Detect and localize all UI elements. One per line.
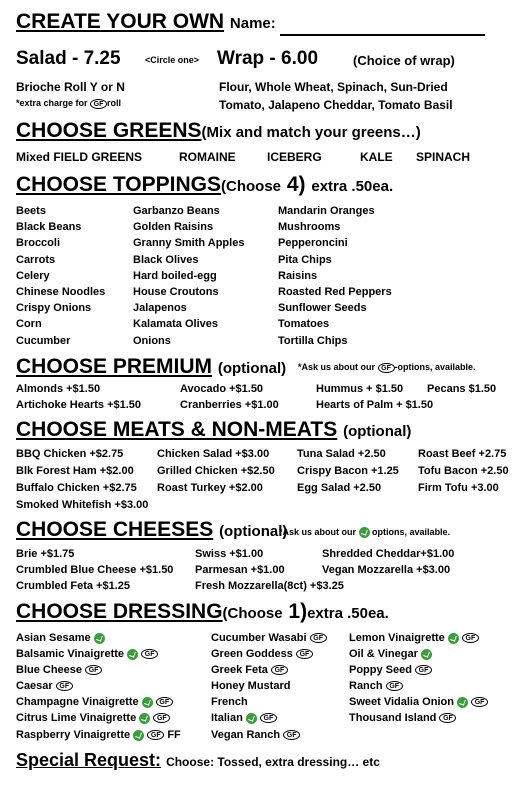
wrap-options-line2: Tomato, Jalapeno Cheddar, Tomato Basil: [219, 98, 453, 112]
topping-item[interactable]: Tortilla Chips: [278, 334, 348, 347]
vegan-icon: [94, 633, 105, 644]
dressing-item[interactable]: [211, 632, 327, 645]
topping-item[interactable]: Corn: [16, 318, 42, 331]
cheeses-vegan-note: [279, 527, 450, 538]
gf-icon: GF: [147, 730, 164, 740]
dressing-label: Vegan Ranch: [211, 729, 281, 741]
toppings-column-3: [278, 205, 392, 351]
toppings-choose: (Choose: [221, 178, 281, 195]
topping-item[interactable]: Granny Smith Apples: [133, 237, 245, 250]
premium-item[interactable]: Avocado +$1.50: [180, 383, 264, 395]
dressing-label: Sweet Vidalia Onion: [349, 696, 454, 708]
dressing-item[interactable]: [349, 664, 432, 677]
gf-icon: GF: [283, 730, 300, 740]
ff-label: FF: [167, 729, 181, 741]
dressing-item[interactable]: [211, 648, 313, 661]
topping-item[interactable]: Mandarin Oranges: [278, 205, 375, 217]
meat-item[interactable]: Blk Forest Ham +$2.00: [16, 465, 134, 477]
dressing-extra: extra .50ea.: [307, 605, 389, 622]
meats-optional: (optional): [343, 423, 412, 440]
gf-icon: GF: [471, 697, 488, 707]
cheese-item[interactable]: Shredded Cheddar+$1.00: [322, 548, 455, 560]
topping-item[interactable]: Onions: [133, 334, 171, 347]
cheese-item[interactable]: Brie +$1.75: [16, 548, 75, 560]
topping-item[interactable]: Raisins: [278, 269, 318, 282]
vegan-icon: [457, 697, 468, 708]
premium-heading: CHOOSE PREMIUM: [16, 355, 213, 378]
dressing-count: 1): [288, 600, 308, 623]
greens-item[interactable]: SPINACH: [416, 150, 471, 164]
topping-item[interactable]: Tomatoes: [278, 318, 330, 331]
dressing-item[interactable]: [16, 712, 170, 725]
circle-one: <Circle one>: [145, 55, 200, 65]
dressing-label: Citrus Lime Vinaigrette: [16, 712, 137, 724]
cheese-item[interactable]: Vegan Mozzarella +$3.00: [322, 564, 451, 576]
cheese-item[interactable]: Parmesan +$1.00: [195, 564, 285, 576]
vegan-icon: [421, 649, 432, 660]
vegan-icon: [359, 527, 370, 538]
vegan-icon: [142, 697, 153, 708]
topping-item[interactable]: House Croutons: [133, 285, 219, 298]
topping-item[interactable]: Beets: [16, 205, 46, 217]
special-request: [16, 750, 380, 771]
gf-icon: GF: [378, 363, 395, 373]
dressing-item[interactable]: [16, 664, 102, 677]
special-note: Choose: Tossed, extra dressing… etc: [166, 755, 380, 769]
dressing-label: Asian Sesame: [16, 632, 91, 644]
dressing-label: Champagne Vinaigrette: [16, 696, 139, 708]
topping-item[interactable]: Celery: [16, 269, 50, 282]
cheese-item[interactable]: Crumbled Blue Cheese +$1.50: [16, 564, 174, 576]
greens-item[interactable]: ICEBERG: [267, 150, 322, 164]
topping-item[interactable]: Crispy Onions: [16, 302, 92, 315]
gf-icon: GF: [156, 697, 173, 707]
dressing-item[interactable]: [211, 664, 288, 677]
premium-optional: (optional): [217, 360, 287, 377]
meat-item[interactable]: Egg Salad +2.50: [297, 482, 382, 494]
dressing-label: French: [211, 696, 248, 708]
topping-item[interactable]: Golden Raisins: [133, 221, 214, 234]
dressing-item[interactable]: [16, 648, 158, 661]
dressing-label: Lemon Vinaigrette: [349, 632, 445, 644]
vegan-icon: [448, 633, 459, 644]
topping-item[interactable]: Kalamata Olives: [133, 318, 218, 331]
dressing-label: Honey Mustard: [211, 680, 291, 692]
vegan-icon: [127, 649, 138, 660]
gf-icon: GF: [153, 713, 170, 723]
meat-item[interactable]: Tuna Salad +2.50: [297, 448, 386, 460]
gf-icon: GF: [90, 99, 107, 109]
meat-item[interactable]: Roast Turkey +$2.00: [157, 482, 263, 494]
dressing-item[interactable]: [16, 696, 173, 709]
vegan-icon: [139, 713, 150, 724]
topping-item[interactable]: Broccoli: [16, 237, 61, 250]
gf-icon: GF: [462, 633, 479, 643]
dressing-label: Raspberry Vinaigrette: [16, 729, 131, 741]
topping-item[interactable]: Roasted Red Peppers: [278, 285, 392, 298]
topping-item[interactable]: Pepperoncini: [278, 237, 348, 250]
greens-item[interactable]: ROMAINE: [179, 150, 236, 164]
meat-item[interactable]: Tofu Bacon +2.50: [418, 465, 509, 477]
gf-icon: GF: [271, 665, 288, 675]
dressing-label: Italian: [211, 712, 243, 724]
dressing-choose: (Choose: [222, 605, 283, 622]
toppings-section-heading: [16, 173, 393, 199]
extra-charge-text: *extra charge for: [16, 98, 88, 108]
dressing-label: Cucumber Wasabi: [211, 632, 307, 644]
cheeses-optional: (optional): [219, 523, 288, 540]
toppings-heading: CHOOSE TOPPINGS: [16, 173, 221, 196]
dressing-section-heading: [16, 600, 389, 626]
dressing-item[interactable]: [211, 712, 277, 725]
meat-item[interactable]: Buffalo Chicken +$2.75: [16, 482, 137, 494]
name-label: Name:: [229, 15, 276, 32]
toppings-column-2: [133, 205, 244, 351]
dressing-item[interactable]: [16, 632, 105, 645]
cheeses-ask-tail: options, available.: [372, 527, 451, 537]
toppings-column-1: [16, 205, 105, 351]
meat-item[interactable]: Smoked Whitefish +$3.00: [16, 499, 149, 511]
cheese-item[interactable]: Crumbled Feta +$1.25: [16, 580, 131, 592]
meats-heading: CHOOSE MEATS & NON-MEATS: [16, 418, 338, 441]
premium-ask: *Ask us about our: [298, 362, 376, 372]
gf-icon: GF: [296, 649, 313, 659]
topping-item[interactable]: Cucumber: [16, 334, 71, 347]
page-title: CREATE YOUR OWN: [16, 10, 225, 33]
gf-icon: GF: [141, 649, 158, 659]
greens-item[interactable]: Mixed FIELD GREENS: [16, 150, 143, 164]
meat-item[interactable]: Roast Beef +2.75: [418, 448, 507, 460]
toppings-extra: extra .50ea.: [311, 178, 394, 195]
premium-item[interactable]: Hummus + $1.50: [316, 383, 404, 395]
gf-icon: GF: [310, 633, 327, 643]
dressing-item[interactable]: [211, 680, 290, 693]
topping-item[interactable]: Chinese Noodles: [16, 285, 106, 298]
vegan-icon: [133, 730, 144, 741]
dressing-item[interactable]: [211, 729, 300, 742]
meats-section-heading: [16, 418, 411, 444]
dressing-heading: CHOOSE DRESSING: [16, 600, 223, 623]
premium-item[interactable]: Pecans $1.50: [427, 383, 497, 395]
name-field[interactable]: [280, 16, 485, 36]
premium-section-heading: [16, 355, 286, 381]
dressing-label: Greek Feta: [211, 664, 268, 676]
cheeses-ask: *Ask us about our: [279, 527, 357, 537]
gf-icon: GF: [415, 665, 432, 675]
dressing-item[interactable]: [211, 696, 248, 709]
dressing-label: Poppy Seed: [349, 664, 412, 676]
special-heading: Special Request:: [16, 750, 162, 770]
vegan-icon: [246, 713, 257, 724]
greens-item[interactable]: KALE: [360, 150, 393, 164]
brioche-roll[interactable]: Brioche Roll Y or N: [16, 80, 125, 94]
dressing-label: Blue Cheese: [16, 664, 83, 676]
meat-item[interactable]: Chicken Salad +$3.00: [157, 448, 270, 460]
dressing-item[interactable]: [349, 680, 403, 693]
cheeses-section-heading: [16, 518, 287, 544]
wrap-options-line1: Flour, Whole Wheat, Spinach, Sun-Dried: [219, 80, 448, 94]
greens-heading: CHOOSE GREENS: [16, 119, 202, 142]
dressing-label: Green Goddess: [211, 648, 293, 660]
topping-item[interactable]: Black Beans: [16, 221, 82, 234]
cheese-item[interactable]: Swiss +$1.00: [195, 548, 264, 560]
meat-item[interactable]: Grilled Chicken +$2.50: [157, 465, 275, 477]
premium-gf-note: [298, 362, 476, 373]
topping-item[interactable]: Black Olives: [133, 253, 199, 266]
gf-icon: GF: [439, 713, 456, 723]
premium-item[interactable]: Artichoke Hearts +$1.50: [16, 399, 142, 411]
roll-text: roll: [107, 98, 122, 108]
topping-item[interactable]: Garbanzo Beans: [133, 205, 220, 217]
topping-item[interactable]: Hard boiled-egg: [133, 269, 217, 282]
topping-item[interactable]: Mushrooms: [278, 221, 341, 234]
meat-item[interactable]: Firm Tofu +3.00: [418, 482, 499, 494]
salad-price: Salad - 7.25: [16, 48, 121, 69]
topping-item[interactable]: Pita Chips: [278, 253, 332, 266]
topping-item[interactable]: Carrots: [16, 253, 56, 266]
cheese-item[interactable]: Fresh Mozzarella(8ct) +$3.25: [195, 580, 344, 592]
extra-charge-note: [16, 98, 121, 109]
topping-item[interactable]: Sunflower Seeds: [278, 302, 367, 315]
dressing-item[interactable]: [349, 632, 479, 645]
dressing-label: Balsamic Vinaigrette: [16, 648, 125, 660]
greens-section-heading: [16, 119, 421, 145]
gf-icon: GF: [260, 713, 277, 723]
dressing-label: Caesar: [16, 680, 53, 692]
premium-item[interactable]: Almonds +$1.50: [16, 383, 101, 395]
header: [16, 10, 485, 36]
dressing-item[interactable]: [16, 680, 73, 693]
wrap-price: Wrap - 6.00: [217, 48, 319, 69]
meat-item[interactable]: Crispy Bacon +1.25: [297, 465, 399, 477]
dressing-label: Ranch: [349, 680, 383, 692]
wrap-note: (Choice of wrap): [353, 53, 455, 68]
cheeses-heading: CHOOSE CHEESES: [16, 518, 214, 541]
meat-item[interactable]: BBQ Chicken +$2.75: [16, 448, 124, 460]
dressing-label: Oil & Vinegar: [349, 648, 418, 660]
premium-item[interactable]: Cranberries +$1.00: [180, 399, 279, 411]
dressing-item[interactable]: [349, 648, 432, 661]
dressing-item[interactable]: [349, 696, 488, 709]
premium-item[interactable]: Hearts of Palm + $1.50: [316, 399, 434, 411]
gf-icon: GF: [56, 681, 73, 691]
greens-note: (Mix and match your greens…): [201, 124, 421, 141]
dressing-item[interactable]: [16, 729, 181, 742]
gf-icon: GF: [85, 665, 102, 675]
premium-ask-tail: -options, available.: [394, 362, 476, 372]
topping-item[interactable]: Jalapenos: [133, 302, 187, 315]
dressing-item[interactable]: [349, 712, 456, 725]
dressing-label: Thousand Island: [349, 712, 437, 724]
gf-icon: GF: [386, 681, 403, 691]
toppings-count: 4): [286, 173, 306, 196]
